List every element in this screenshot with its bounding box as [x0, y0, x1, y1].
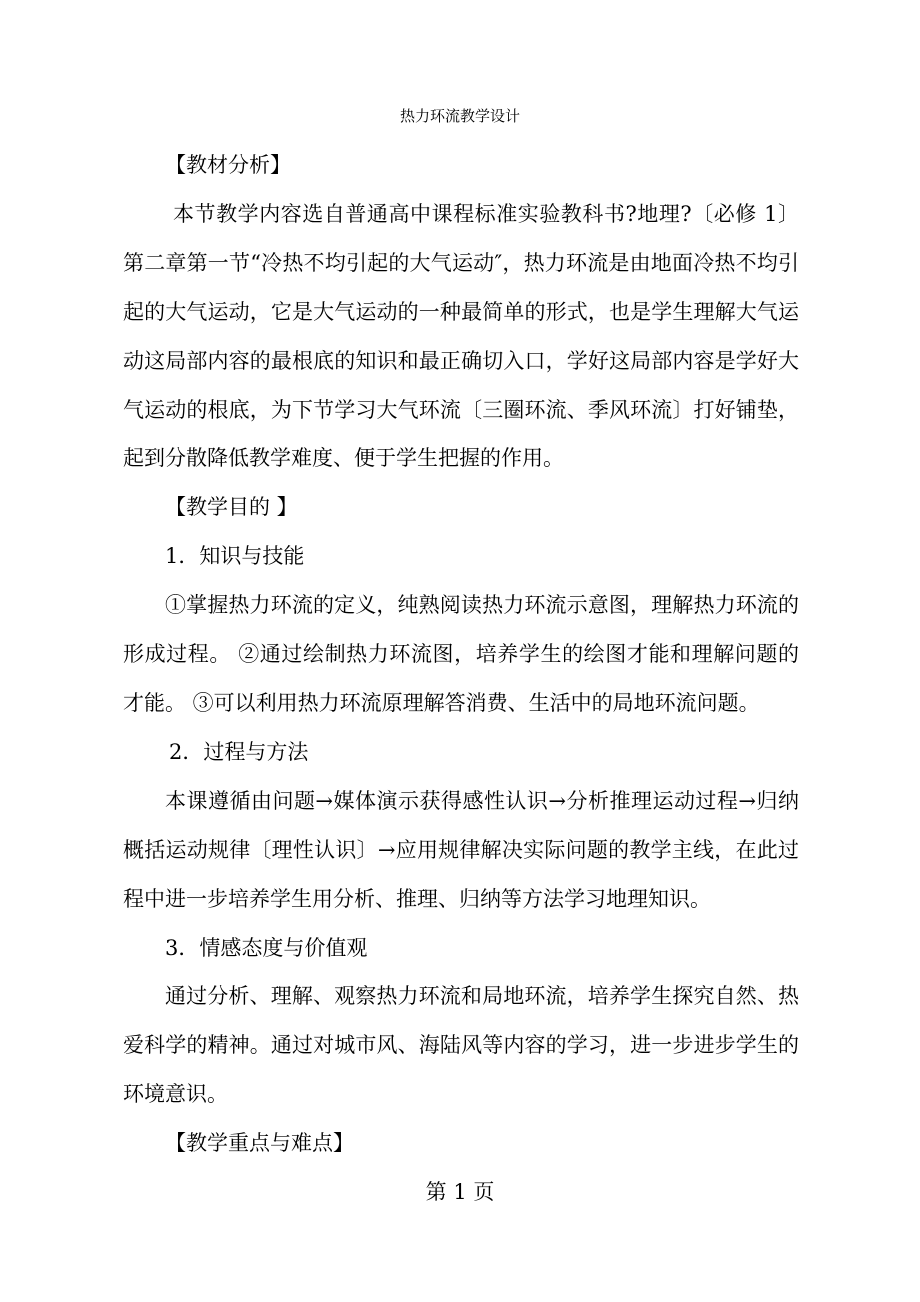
section-heading-teaching-goals: 【教学目的 】 [165, 495, 298, 520]
goal-emotion-values-paragraph: 通过分析、理解、观察热力环流和局地环流，培养学生探究自然、热爱科学的精神。通过对城市风、海陆风等内容的学习，进一步进步学生的环境意识。 [123, 984, 799, 1107]
section-heading-material-analysis: 【教材分析】 [165, 153, 291, 177]
page-number: 第 1 页 [425, 1180, 495, 1204]
goal-knowledge-skills-paragraph: ①掌握热力环流的定义，纯熟阅读热力环流示意图，理解热力环流的形成过程。 ②通过绘制热力环流图，培养学生的绘图才能和理解问题的才能。 ③可以利用热力环流原理解答消费、生活中的局地环流问题。 [123, 593, 799, 715]
goal-process-methods-paragraph: 本课遵循由问题→媒体演示获得感性认识→分析推理运动过程→归纳概括运动规律〔理性认识〕→应用规律解决实际问题的教学主线，在此过程中进一步培养学生用分析、推理、归纳等方法学习地理知识。 [123, 788, 799, 911]
document-body [123, 141, 799, 1168]
goal-knowledge-skills-title: 1．知识与技能 [165, 544, 305, 569]
goal-process-methods-title: 2．过程与方法 [169, 739, 309, 764]
goal-emotion-values-title: 3．情感态度与价值观 [165, 935, 368, 960]
material-analysis-paragraph: 本节教学内容选自普通高中课程标准实验教科书?地理?〔必修 1〕第二章第一节“冷热不均引起的大气运动″，热力环流是由地面冷热不均引起的大气运动，它是大气运动的一种最简单的形式，也是学生理解大气运动这局部内容的最根底的知识和最正确切入口，学好这局部内容是学好大气运动的根底，为下节学习大气环流〔三圈环流、季风环流〕打好铺垫，起到分散降低教学难度、便于学生把握的作用。 [123, 201, 799, 471]
section-heading-key-points: 【教学重点与难点】 [165, 1131, 354, 1156]
document-title: 热力环流教学设计 [399, 107, 520, 125]
